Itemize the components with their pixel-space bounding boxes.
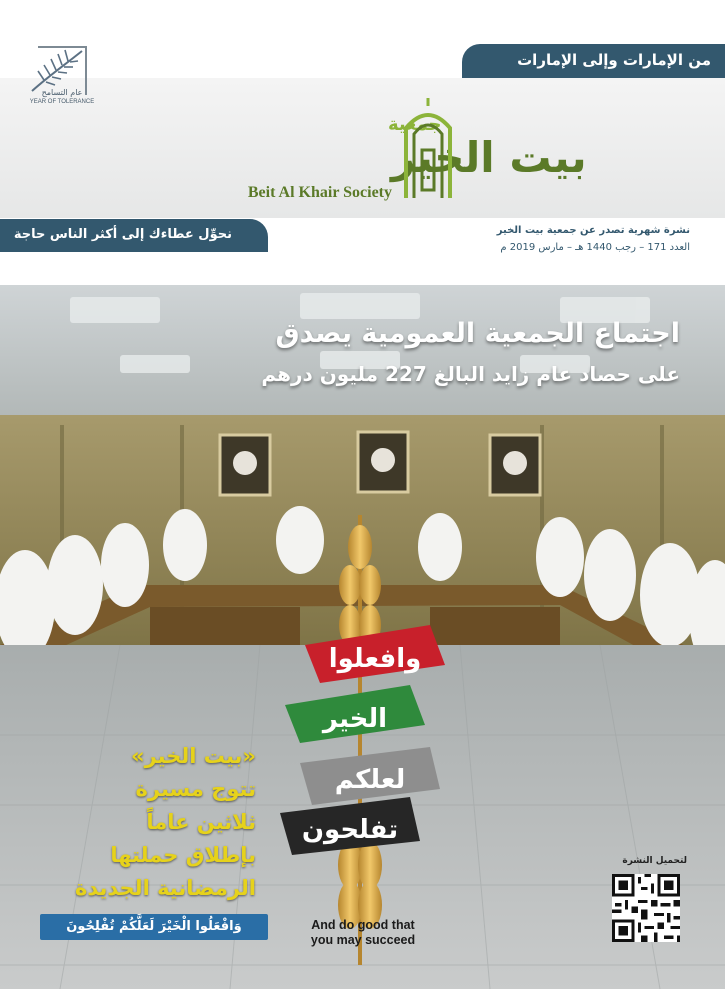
issue-description: نشرة شهرية تصدر عن جمعية بيت الخير bbox=[496, 225, 690, 236]
tolerance-english: YEAR OF TOLERANCE bbox=[29, 99, 95, 105]
english-caption bbox=[300, 918, 426, 948]
headline-main: اجتماع الجمعية العمومية يصدق bbox=[275, 318, 680, 349]
verse-banner: وَافْعَلُوا الْخَيْرَ لَعَلَّكُمْ تُفْلِحُونَ bbox=[40, 914, 268, 940]
beit-al-khair-emblem-icon bbox=[398, 98, 458, 203]
portrait-frames bbox=[220, 432, 540, 495]
tolerance-arabic: عام التسامح bbox=[41, 88, 83, 97]
brand-small-text: جمعية bbox=[388, 114, 442, 135]
ribbon-word-2: الخير bbox=[322, 704, 388, 734]
sidebar-line: ثلاثين عاماً bbox=[146, 810, 256, 834]
english-caption-line1: And do good that bbox=[311, 918, 415, 932]
ribbon-word-1: وافعلوا bbox=[328, 644, 422, 674]
brand-english: Beit Al Khair Society bbox=[247, 184, 392, 201]
qr-code-graphic bbox=[612, 874, 680, 942]
brand-main-text: بيت الخير bbox=[391, 133, 587, 182]
english-caption-line2: you may succeed bbox=[310, 933, 416, 947]
sidebar-line: تتوج مسيرة bbox=[135, 777, 256, 801]
sidebar-line: الرمضانية الجديدة bbox=[75, 876, 256, 900]
qr-label: لتحميل النشرة bbox=[622, 856, 687, 866]
top-tagline: من الإمارات وإلى الإمارات bbox=[462, 44, 725, 78]
left-tagline: نحوِّل عطاءك إلى أكثر الناس حاجة bbox=[0, 219, 268, 252]
beit-al-khair-arabic-logo bbox=[238, 100, 587, 182]
sidebar-line: «بيت الخير» bbox=[131, 744, 256, 768]
year-of-tolerance-logo bbox=[22, 36, 102, 106]
sidebar-story bbox=[28, 740, 256, 905]
issue-number-date: العدد 171 – رجب 1440 هـ – مارس 2019 م bbox=[500, 242, 690, 253]
ribbon-word-3: لعلكم bbox=[334, 765, 406, 795]
headline-sub: على حصاد عام زايد البالغ 227 مليون درهم bbox=[261, 362, 680, 386]
sidebar-line: بإطلاق حملتها bbox=[110, 843, 256, 867]
qr-code-icon[interactable] bbox=[612, 874, 680, 942]
ribbon-word-4: تفلحون bbox=[301, 815, 399, 845]
